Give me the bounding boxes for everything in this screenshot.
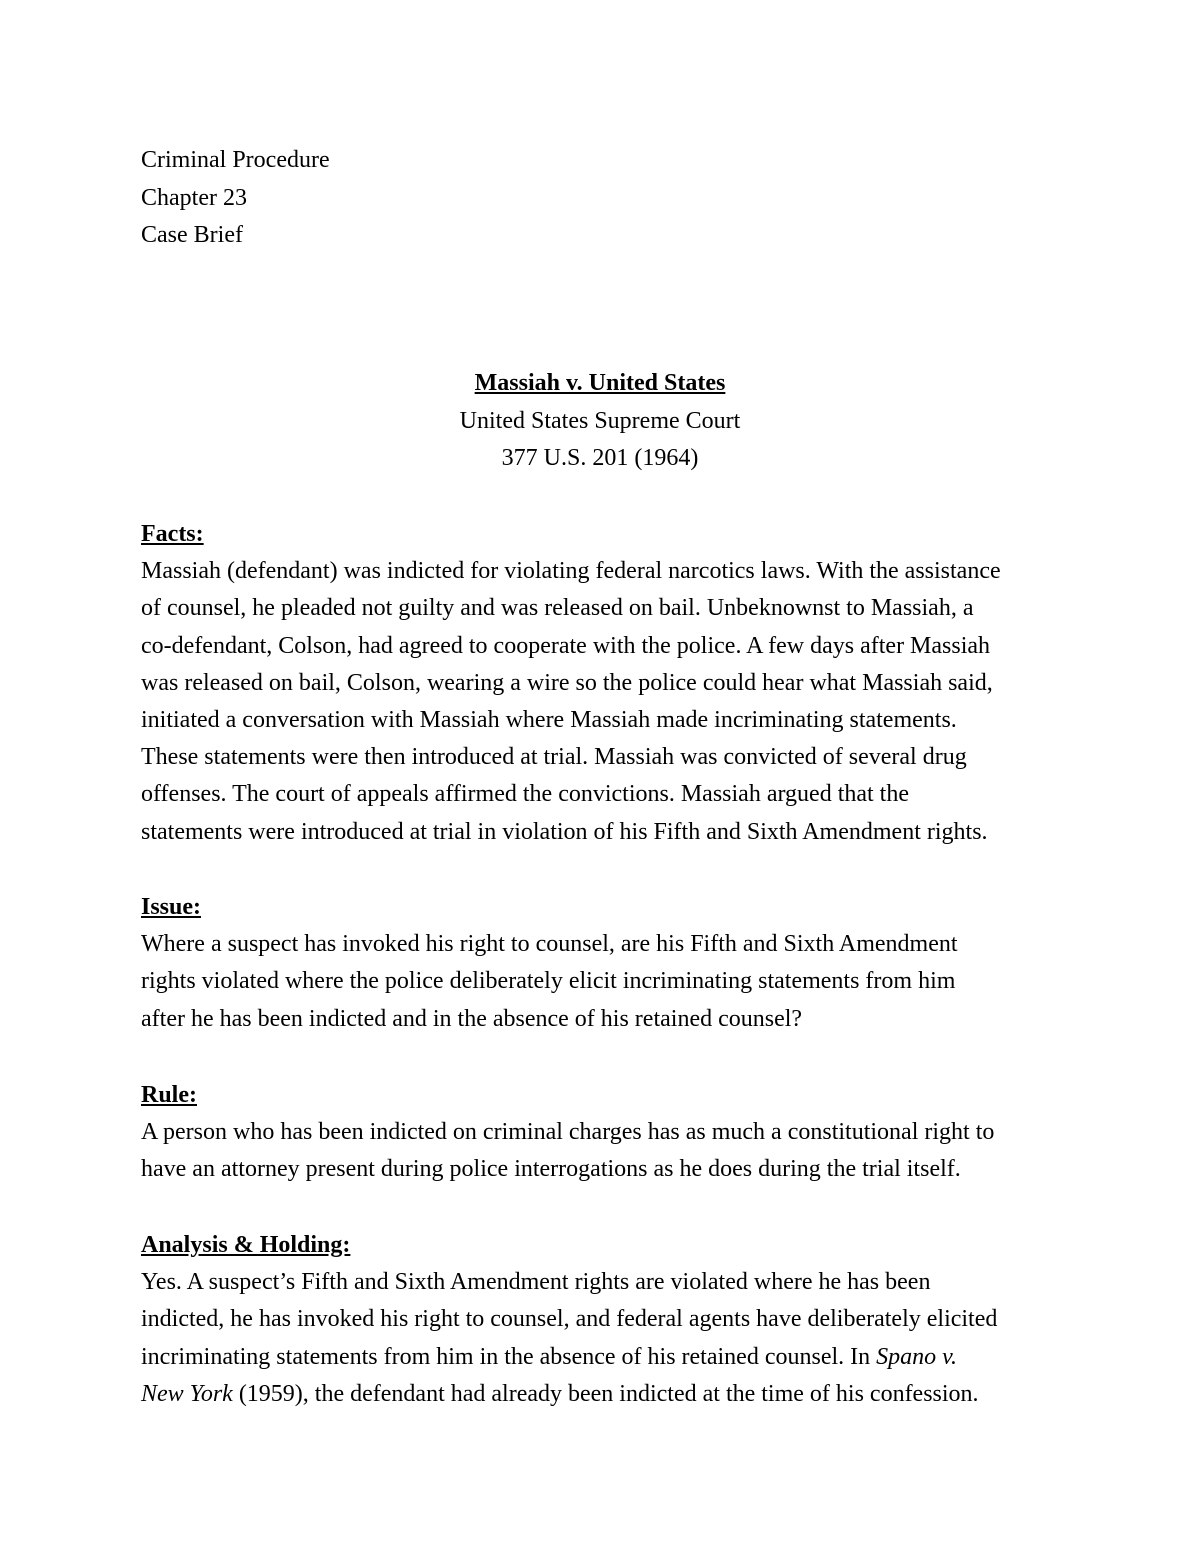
facts-section	[141, 516, 1071, 851]
facts-line: Massiah (defendant) was indicted for violating federal narcotics laws. With the assistance	[141, 558, 1001, 585]
facts-body	[141, 553, 1071, 851]
facts-heading: Facts:	[141, 521, 204, 547]
issue-section	[141, 889, 1071, 1038]
court-name: United States Supreme Court	[459, 407, 741, 434]
analysis-line-text: incriminating statements from him in the absence of his retained counsel. In	[141, 1343, 877, 1370]
facts-line: statements were introduced at trial in violation of his Fifth and Sixth Amendment rights.	[141, 818, 988, 845]
facts-line: co-defendant, Colson, had agreed to cooperate with the police. A few days after Massiah	[141, 632, 991, 659]
issue-line: rights violated where the police deliberately elicit incriminating statements from him	[141, 968, 956, 995]
case-citation: 377 U.S. 201 (1964)	[501, 445, 699, 471]
case-reference-italic: Spano v.	[876, 1343, 958, 1370]
rule-line: have an attorney present during police interrogations as he does during the trial itself.	[141, 1156, 961, 1183]
issue-body	[141, 926, 1071, 1038]
facts-line: was released on bail, Colson, wearing a wire so the police could hear what Massiah said,	[141, 669, 993, 696]
rule-line: A person who has been indicted on criminal charges has as much a constitutional right to	[141, 1119, 995, 1146]
analysis-section	[141, 1227, 1071, 1413]
facts-line: These statements were then introduced at trial. Massiah was convicted of several drug	[141, 744, 967, 771]
case-title-block	[0, 365, 1200, 478]
facts-line: of counsel, he pleaded not guilty and was released on bail. Unbeknownst to Massiah, a	[141, 595, 974, 622]
case-title: Massiah v. United States	[474, 370, 726, 396]
analysis-line: indicted, he has invoked his right to counsel, and federal agents have deliberately elicited	[141, 1306, 998, 1333]
analysis-body	[141, 1264, 1071, 1413]
analysis-line	[141, 1339, 1071, 1376]
analysis-heading: Analysis & Holding:	[141, 1232, 351, 1258]
rule-section	[141, 1077, 1071, 1189]
facts-line: offenses. The court of appeals affirmed the convictions. Massiah argued that the	[141, 781, 909, 808]
chapter-label: Chapter 23	[141, 184, 247, 211]
rule-body	[141, 1114, 1071, 1188]
issue-line: after he has been indicted and in the absence of his retained counsel?	[141, 1005, 803, 1032]
analysis-line: Yes. A suspect’s Fifth and Sixth Amendment rights are violated where he has been	[141, 1269, 931, 1296]
analysis-line	[141, 1376, 1071, 1413]
facts-line: initiated a conversation with Massiah where Massiah made incriminating statements.	[141, 707, 957, 734]
rule-heading: Rule:	[141, 1082, 197, 1108]
issue-heading: Issue:	[141, 894, 202, 920]
case-reference-italic: New York	[141, 1380, 233, 1407]
document-header	[141, 142, 330, 255]
issue-line: Where a suspect has invoked his right to counsel, are his Fifth and Sixth Amendment	[141, 931, 958, 958]
analysis-line-text: (1959), the defendant had already been indicted at the time of his confession.	[232, 1380, 979, 1407]
course-name: Criminal Procedure	[141, 147, 330, 173]
document-type: Case Brief	[141, 222, 243, 248]
